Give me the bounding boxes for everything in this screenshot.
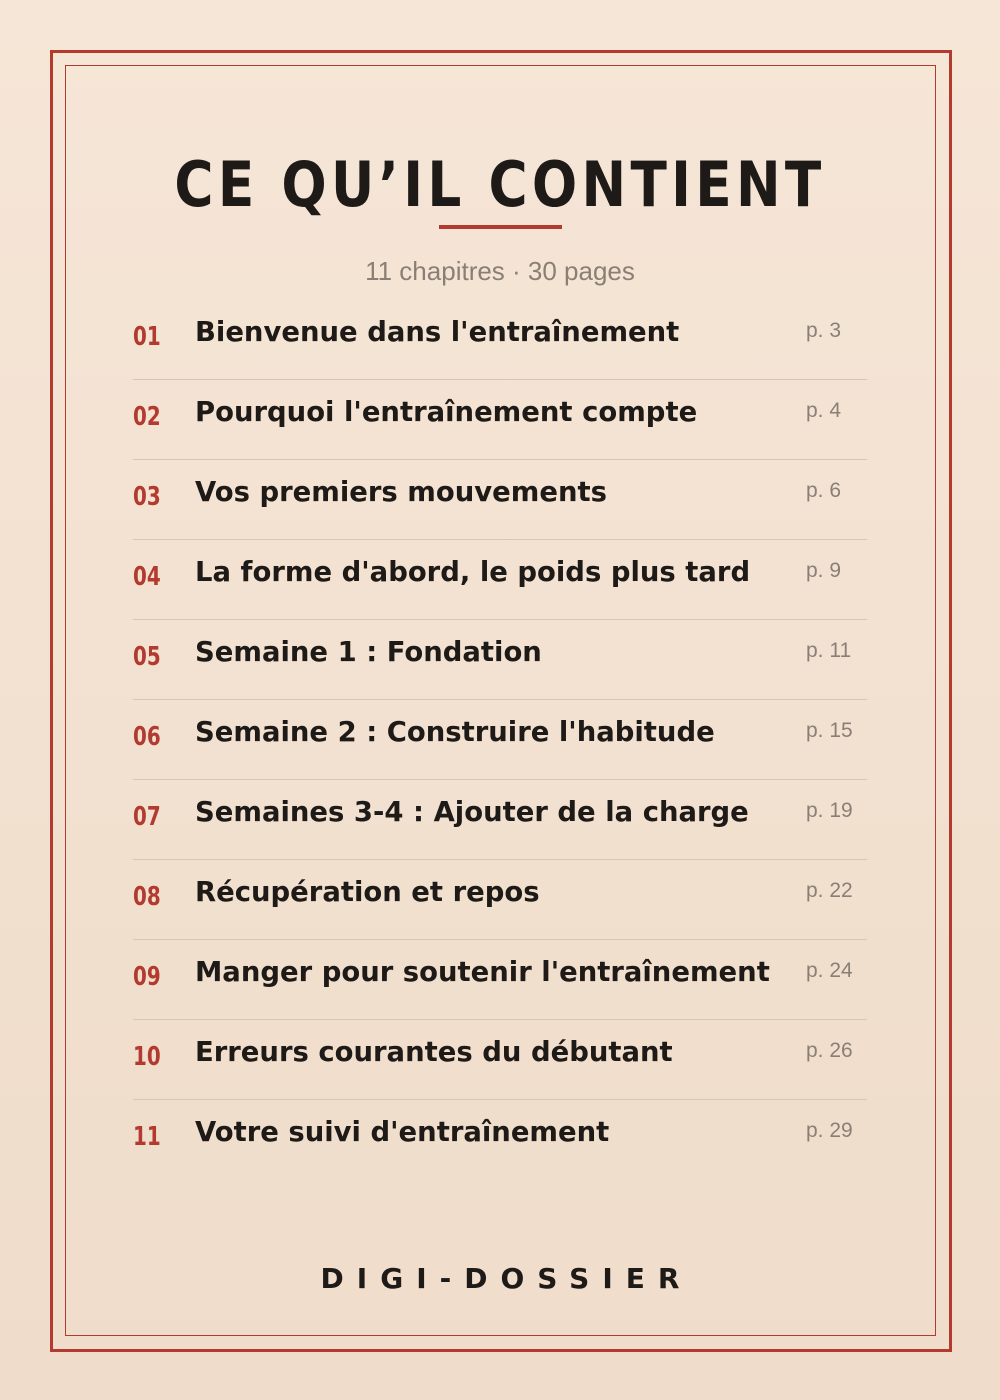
- chapter-title: Pourquoi l'entraînement compte: [195, 395, 698, 428]
- page-title: CE QU’IL CONTIENT: [174, 148, 826, 221]
- chapter-page: p. 9: [806, 559, 842, 582]
- chapter-number: 06: [133, 722, 161, 752]
- toc-row[interactable]: [133, 380, 867, 460]
- chapter-title: Semaine 2 : Construire l'habitude: [195, 715, 715, 748]
- chapter-page: p. 4: [806, 399, 842, 422]
- chapter-page: p. 22: [806, 879, 853, 902]
- toc-row[interactable]: [133, 300, 867, 380]
- toc-row[interactable]: [133, 1100, 867, 1179]
- chapter-title: Bienvenue dans l'entraînement: [195, 315, 680, 348]
- chapter-number: 10: [133, 1042, 161, 1072]
- toc-row[interactable]: [133, 540, 867, 620]
- chapter-title: Votre suivi d'entraînement: [195, 1115, 610, 1148]
- chapter-number: 04: [133, 562, 161, 592]
- toc-row[interactable]: [133, 460, 867, 540]
- chapter-title: Semaines 3-4 : Ajouter de la charge: [195, 795, 749, 828]
- brand-footer: DIGI-DOSSIER: [320, 1262, 693, 1295]
- toc-row[interactable]: [133, 780, 867, 860]
- page-subtitle: 11 chapitres · 30 pages: [365, 256, 635, 286]
- chapter-number: 01: [133, 322, 161, 352]
- chapter-page: p. 6: [806, 479, 842, 502]
- table-of-contents: [133, 300, 867, 1179]
- toc-row[interactable]: [133, 1020, 867, 1100]
- chapter-number: 07: [133, 802, 161, 832]
- chapter-title: Vos premiers mouvements: [195, 475, 607, 508]
- chapter-number: 08: [133, 882, 161, 912]
- chapter-number: 05: [133, 642, 161, 672]
- chapter-number: 02: [133, 402, 161, 432]
- toc-row[interactable]: [133, 940, 867, 1020]
- chapter-page: p. 19: [806, 799, 853, 822]
- chapter-title: Erreurs courantes du débutant: [195, 1035, 673, 1068]
- chapter-number: 11: [133, 1122, 161, 1152]
- chapter-number: 03: [133, 482, 161, 512]
- chapter-page: p. 15: [806, 719, 853, 742]
- toc-row[interactable]: [133, 700, 867, 780]
- chapter-page: p. 3: [806, 319, 842, 342]
- chapter-page: p. 29: [806, 1119, 853, 1142]
- chapter-title: Manger pour soutenir l'entraînement: [195, 955, 770, 988]
- title-underline: [439, 225, 562, 229]
- chapter-page: p. 24: [806, 959, 853, 982]
- toc-row[interactable]: [133, 860, 867, 940]
- chapter-title: La forme d'abord, le poids plus tard: [195, 555, 751, 588]
- chapter-title: Semaine 1 : Fondation: [195, 635, 542, 668]
- chapter-page: p. 26: [806, 1039, 853, 1062]
- chapter-page: p. 11: [806, 639, 852, 662]
- toc-row[interactable]: [133, 620, 867, 700]
- chapter-title: Récupération et repos: [195, 875, 540, 908]
- chapter-number: 09: [133, 962, 161, 992]
